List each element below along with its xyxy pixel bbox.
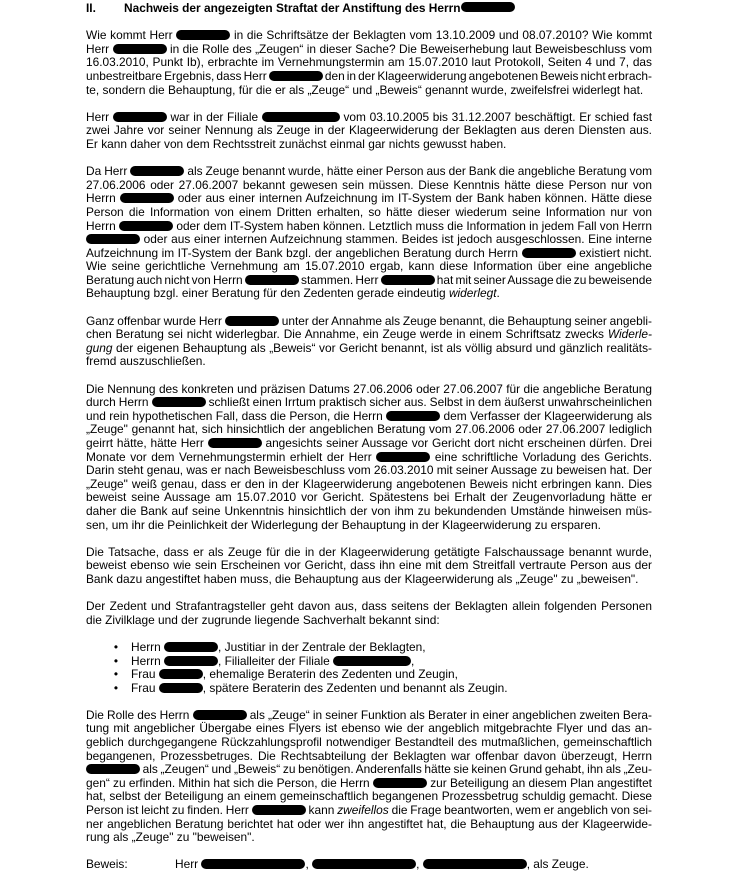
- text-line: [86, 790, 652, 804]
- text-line-content: [86, 274, 652, 288]
- redaction-bar: [164, 656, 218, 666]
- redaction-bar: [423, 859, 527, 869]
- text-line-content: [86, 451, 652, 465]
- redaction-bar: [262, 112, 340, 122]
- text-line-content: [86, 750, 652, 764]
- text-line: [86, 600, 652, 614]
- text-run: ner angeblichen Beratung berichtet hat oder wer ihn angestiftet hat, die Behauptung aus der Klageerwide-: [86, 816, 652, 831]
- text-line: [86, 546, 652, 560]
- italic-text: widerlegt: [448, 286, 497, 301]
- text-line-content: [86, 124, 652, 138]
- text-run: „Zeuge" weiß genau, dass er den in der Klageerwiderung angebotenen Beweis nicht erbringen kann. Dies: [86, 476, 652, 491]
- text-run: .: [496, 286, 500, 301]
- text-run: zwei Jahre vor seiner Nennung als Zeuge in der Klageerwiderung der Beklagten aus deren Diensten aus.: [86, 123, 652, 138]
- text-line: [86, 818, 652, 832]
- text-line: [86, 763, 652, 777]
- text-line: [86, 804, 652, 818]
- text-line-content: [86, 192, 652, 206]
- text-line: [86, 43, 652, 57]
- text-run: in die Rolle des „Zeugen“ in dieser Sache? Die Beweiserhebung laut Beweisbeschluss vom: [170, 41, 653, 56]
- text-line-content: [86, 600, 652, 614]
- text-line-content: [86, 423, 652, 437]
- paragraph: [86, 383, 652, 533]
- redaction-bar: [193, 710, 247, 720]
- text-line: [86, 736, 652, 750]
- text-run: Herr: [86, 41, 110, 56]
- text-line: [86, 519, 652, 533]
- text-run: Frau: [131, 667, 156, 682]
- text-line-content: [86, 396, 652, 410]
- text-run: durch Herrn: [86, 395, 149, 410]
- text-line-content: [86, 505, 652, 519]
- text-run: , Filialleiter der Filiale: [218, 653, 330, 668]
- text-line-content: [86, 709, 652, 723]
- text-run: vom 03.10.2005 bis 31.12.2007 beschäftigt. Er schied fast: [343, 109, 652, 124]
- text-line: [86, 56, 652, 70]
- paragraph: [86, 546, 652, 587]
- text-run: oder aus einer internen Aufzeichnung im IT-System der Bank haben können. Hätte diese: [177, 191, 652, 206]
- text-run: , als Zeuge.: [526, 857, 589, 872]
- list-item: [86, 655, 652, 669]
- redaction-bar: [312, 859, 416, 869]
- paragraphs-after-list: [86, 709, 652, 845]
- text-line: [86, 274, 652, 288]
- persons-list: [86, 641, 652, 695]
- text-run: oder dem IT-System haben können. Letztlich muss die Information in jedem Fall von Herrn: [176, 218, 652, 233]
- redaction-bar: [245, 275, 299, 285]
- paragraph: [86, 600, 652, 627]
- text-line-content: [86, 573, 638, 587]
- text-line: [86, 315, 652, 329]
- text-run: eine schriftliche Vorladung des Gerichts.: [434, 449, 652, 464]
- text-line: [86, 437, 652, 451]
- text-run: angesichts seiner Aussage vor Gericht dort nicht erscheinen dürfen. Drei: [265, 436, 652, 450]
- text-line-content: [86, 491, 652, 505]
- text-run: Die Rolle des Herrn: [86, 707, 190, 722]
- text-line: [86, 111, 652, 125]
- text-line: [86, 423, 652, 437]
- text-line-content: [86, 220, 652, 234]
- text-run: unbestreitbare Ergebnis, dass Herr: [86, 68, 267, 83]
- bullet-icon: •: [113, 667, 118, 682]
- text-line: [86, 559, 652, 573]
- text-line: [86, 831, 652, 845]
- text-line-content: [86, 614, 440, 628]
- text-run: tung mit angeblicher Übergabe eines Flyers ist ebenso wie der angeblich mitgebrachte Flyer und das an-: [86, 721, 652, 736]
- text-line-content: [86, 70, 652, 84]
- redaction-bar: [376, 452, 430, 462]
- text-line: [86, 206, 652, 220]
- text-run: chen Beratung sei nicht widerlegbar. Die Annahme, ein Zeuge werde in einem Schriftsatz zwecks: [86, 327, 604, 342]
- text-run: Herrn: [131, 653, 165, 668]
- text-line-content: [86, 355, 206, 369]
- text-line-content: [86, 138, 506, 152]
- text-line-content: [86, 790, 652, 804]
- redaction-bar: [159, 683, 203, 693]
- text-run: als „Zeugen“ und „Beweis“ zu benötigen. Anderenfalls hätte sie keinen Grund gehabt, ihn als „Zeu-: [142, 762, 652, 777]
- text-run: , ehemalige Beraterin des Zedenten und Zeugin,: [202, 667, 458, 682]
- text-run: in die Schriftsätze der Beklagten vom 13.10.2009 und 08.07.2010? Wie kommt: [233, 28, 652, 43]
- list-item: [86, 641, 652, 655]
- text-run: die Zivilklage und der zugrunde liegende Sachverhalt bekannt sind:: [86, 612, 440, 627]
- redaction-bar: [164, 642, 218, 652]
- text-line: [86, 410, 652, 424]
- redaction-bar: [86, 234, 140, 244]
- text-run: als Zeuge benannt wurde, hätte einer Person aus der Bank die angebliche Beratung vom: [187, 164, 652, 179]
- text-run: die Frage beantworten, wem er angeblich von sei-: [391, 803, 652, 818]
- text-run: Monate vor dem Vernehmungstermin erhielt der Herr: [86, 449, 372, 464]
- list-item-text: [131, 682, 508, 696]
- text-line-content: [86, 328, 652, 342]
- text-run: sen, um ihr die Peinlichkeit der Widerlegung der Behauptung in der Klageerwiderung zu ersparen.: [86, 517, 601, 532]
- text-line-content: [86, 763, 652, 777]
- text-line: [86, 29, 652, 43]
- document-page: [86, 2, 652, 872]
- text-run: begangenen, Prozessbetruges. Die Rechtsabteilung der Beklagten war offenbar davon überzeugt, Herrn: [86, 748, 652, 763]
- text-line: [86, 709, 652, 723]
- text-run: geblich durchgegangene Rückzahlungsprofil notwendiger Bestandteil des mutmaßlichen, gemeinschaftlich: [86, 735, 652, 750]
- section-title: Nachweis der angezeigten Straftat der Anstiftung des Herrn: [124, 1, 461, 15]
- text-run: Ganz offenbar wurde Herr: [86, 313, 222, 328]
- section-number: II.: [86, 1, 96, 15]
- text-line: [86, 573, 652, 587]
- text-line: [86, 138, 652, 152]
- list-item-text: [131, 655, 414, 669]
- redaction-bar: [152, 397, 206, 407]
- text-run: te, sondern die Behauptung, für die er als „Zeuge“ und „Beweis“ genannt wurde, zweifelsfrei widerlegt hat.: [86, 82, 644, 97]
- text-run: kann: [308, 803, 335, 818]
- text-run: Herr: [86, 109, 110, 124]
- section-heading: [86, 2, 652, 16]
- paragraph: [86, 315, 652, 369]
- text-run: und rein hypothetischen Fall, dass die Person, die Herrn: [86, 408, 383, 423]
- text-run: schließt einen Irrtum praktisch sicher aus. Selbst in dem äußerst unwahrscheinlichen: [208, 395, 653, 410]
- text-run: dem Verfasser der Klageerwiderung als: [443, 408, 652, 423]
- text-line: [86, 478, 652, 492]
- redaction-bar: [113, 112, 167, 122]
- redaction-bar: [461, 2, 515, 12]
- text-line-content: [86, 56, 652, 70]
- text-line: [86, 614, 652, 628]
- text-run: war in der Filiale: [170, 109, 259, 124]
- text-line-content: [86, 206, 652, 220]
- text-line: [86, 220, 652, 234]
- text-run: Wie seine gerichtliche Vernehmung am 15.07.2010 ergab, kann diese Information über eine angebliche: [86, 259, 652, 274]
- text-line-content: [86, 464, 652, 478]
- text-line: [86, 355, 652, 369]
- text-line: [86, 505, 652, 519]
- redaction-bar: [333, 656, 411, 666]
- redaction-bar: [381, 275, 435, 285]
- text-line-content: [86, 818, 652, 832]
- text-line-content: [86, 777, 652, 791]
- paragraph: [86, 111, 652, 152]
- redaction-bar: [119, 221, 173, 231]
- text-run: hat, selbst der Beteiligung an einem gemeinschaftlich begangenen Prozessbetrug schuldig gemacht. Diese: [86, 789, 652, 804]
- text-run: zur Beteiligung an diesem Plan angestiftet: [430, 775, 652, 790]
- text-run: daher die Bank auf seine Unkenntnis hinsichtlich der von ihm zu bekundenden Umstände hinweisen müs-: [86, 503, 652, 518]
- text-run: Bank dazu angestiftet haben muss, die Behauptung aus der Klageerwiderung als „Zeuge" zu „beweisen".: [86, 571, 639, 586]
- text-line-content: [86, 437, 652, 451]
- text-line: [86, 233, 652, 247]
- italic-text: gung: [86, 340, 113, 355]
- redaction-bar: [86, 764, 140, 774]
- text-line: [86, 165, 652, 179]
- text-run: ,: [305, 857, 309, 872]
- text-line: [86, 396, 652, 410]
- text-run: beweist seine Aussage am 15.07.2010 vor Gericht. Spätestens bei Erhalt der Zeugenvorladung hätte er: [86, 490, 652, 505]
- paragraph: [86, 709, 652, 845]
- text-line: [86, 70, 652, 84]
- text-run: stammen. Herr: [301, 272, 379, 287]
- text-line-content: [86, 315, 652, 329]
- text-line: [86, 342, 652, 356]
- paragraph: [86, 29, 652, 97]
- text-line: [86, 124, 652, 138]
- text-run: hat mit seiner Aussage die zu beweisende: [436, 272, 652, 287]
- text-line-content: [86, 559, 652, 573]
- text-line: [86, 192, 652, 206]
- proof-line: [86, 858, 652, 872]
- list-item: [86, 668, 652, 682]
- text-run: „Zeuge" genannt hat, sich hinsichtlich der angeblichen Beratung vom 27.06.2006 oder 27.06.2007 lediglich: [86, 422, 652, 437]
- text-run: 27.06.2006 oder 27.06.2007 bekannt gewesen sein müssen. Diese Kenntnis hätte diese Person nur von: [86, 177, 652, 192]
- text-run: Herrn: [131, 639, 161, 654]
- text-line-content: [86, 179, 652, 193]
- bullet-icon: •: [113, 653, 118, 668]
- italic-text: zweifellos: [337, 803, 389, 818]
- text-line-content: [86, 233, 652, 247]
- list-item-text: [131, 641, 426, 655]
- text-run: Darin steht genau, was er nach Beweisbeschluss vom 26.03.2010 mit seiner Aussage zu beweisen hat. Der: [86, 463, 652, 478]
- redaction-bar: [159, 669, 203, 679]
- text-run: der eigenen Behauptung als „Beweis“ vor Gericht benannt, ist als völlig absurd und gänzlich realitäts-: [116, 340, 653, 355]
- text-run: Person ist leicht zu finden. Herr: [86, 803, 249, 818]
- redaction-bar: [113, 44, 167, 54]
- text-run: Herr: [175, 857, 202, 872]
- redaction-bar: [522, 248, 576, 258]
- text-line-content: [86, 736, 652, 750]
- proof-label: Beweis:: [86, 857, 128, 872]
- text-line-content: [86, 831, 255, 845]
- text-line-content: [86, 287, 500, 301]
- redaction-bar: [252, 805, 306, 815]
- text-line: [86, 491, 652, 505]
- italic-text: Widerle-: [607, 327, 652, 342]
- text-line: [86, 451, 652, 465]
- text-run: Die Nennung des konkreten und präzisen Datums 27.06.2006 oder 27.06.2007 für die angebliche Beratung: [86, 381, 652, 396]
- text-line-content: [86, 478, 652, 492]
- text-run: Frau: [131, 680, 156, 695]
- text-run: Person die Information von einem Dritten erhalten, so hätte dieser wiederum seine Information nur von: [86, 204, 652, 219]
- text-line: [86, 328, 652, 342]
- text-run: den in der Klageerwiderung angebotenen Beweis nicht erbrach-: [324, 68, 652, 83]
- text-run: , spätere Beraterin des Zedenten und benannt als Zeugin.: [202, 680, 508, 695]
- text-line-content: [86, 84, 643, 98]
- text-run: Herrn: [86, 191, 116, 206]
- text-run: Da Herr: [86, 164, 128, 179]
- text-run: als „Zeuge“ in seiner Funktion als Berater in einer angeblichen zweiten Bera-: [249, 707, 652, 722]
- text-run: Der Zedent und Strafantragsteller geht davon aus, dass seitens der Beklagten allein folgenden Personen: [86, 599, 652, 614]
- text-line: [86, 383, 652, 397]
- text-run: Die Tatsache, dass er als Zeuge für die in der Klageerwiderung getätigte Falschaussage benannt wurde,: [86, 544, 652, 559]
- paragraph: [86, 165, 652, 301]
- text-line-content: [86, 546, 652, 560]
- text-run: ,: [416, 857, 420, 872]
- text-run: unter der Annahme als Zeuge benannt, die Behauptung seiner angebli-: [281, 313, 652, 328]
- text-line-content: [86, 165, 652, 179]
- redaction-bar: [120, 193, 174, 203]
- text-run: fremd auszuschließen.: [86, 354, 206, 369]
- text-run: gen“ zu erfinden. Mithin hat sich die Person, die Herrn: [86, 775, 370, 790]
- text-run: oder aus einer internen Aufzeichnung stammen. Beides ist jedoch ausgeschlossen. Eine interne: [143, 232, 652, 247]
- list-item-text: [131, 668, 458, 682]
- redaction-bar: [386, 411, 440, 421]
- list-item: [86, 682, 652, 696]
- text-line-content: [86, 111, 652, 125]
- text-line: [86, 287, 652, 301]
- redaction-bar: [225, 316, 279, 326]
- text-line-content: [86, 29, 652, 43]
- text-line-content: [86, 260, 652, 274]
- redaction-bar: [373, 778, 427, 788]
- text-run: ,: [411, 653, 415, 668]
- redaction-bar: [208, 438, 262, 448]
- text-run: existiert nicht.: [579, 245, 652, 260]
- text-line-content: [86, 247, 652, 261]
- text-run: rung als „Zeuge" zu "beweisen".: [86, 830, 255, 845]
- text-line-content: [86, 342, 652, 356]
- text-line: [86, 750, 652, 764]
- text-run: Behauptung bzgl. einer Beratung für den Zedenten gerade eindeutig: [86, 286, 446, 301]
- text-line: [86, 777, 652, 791]
- redaction-bar: [201, 859, 305, 869]
- text-line: [86, 260, 652, 274]
- text-line-content: [86, 410, 652, 424]
- text-run: Beratung auch nicht von Herrn: [86, 272, 243, 287]
- text-line-content: [86, 804, 652, 818]
- text-run: Aufzeichnung im IT-System der Bank bzgl. der angeblichen Beratung durch Herrn: [86, 245, 518, 260]
- text-line: [86, 247, 652, 261]
- paragraphs-before-list: [86, 29, 652, 627]
- text-run: Er kann daher von dem Rechtsstreit zunächst einmal gar nichts gewusst haben.: [86, 136, 507, 151]
- text-run: geirrt hätte, hätte Herr: [86, 436, 204, 450]
- text-line-content: [86, 43, 652, 57]
- bullet-icon: •: [113, 680, 118, 695]
- text-run: beweist ebenso wie sein Erscheinen vor Gericht, dass ihn eine mit dem Streitfall vertraute Person aus der: [86, 558, 652, 573]
- text-line-content: [86, 722, 652, 736]
- bullet-icon: •: [113, 639, 118, 654]
- text-line: [86, 464, 652, 478]
- text-run: Wie kommt Herr: [86, 28, 173, 43]
- proof-text: [175, 858, 589, 872]
- text-run: , Justitiar in der Zentrale der Beklagten,: [218, 639, 426, 654]
- redaction-bar: [269, 71, 323, 81]
- text-run: Herrn: [86, 218, 116, 233]
- text-line-content: [86, 383, 652, 397]
- redaction-bar: [130, 166, 184, 176]
- text-line: [86, 722, 652, 736]
- text-line: [86, 179, 652, 193]
- text-line: [86, 84, 652, 98]
- redaction-bar: [176, 30, 230, 40]
- text-run: 16.03.2010, Punkt Ib), erbrachte im Vernehmungstermin am 15.07.2010 laut Protokoll, Seiten 4 und 7, das: [86, 55, 652, 70]
- text-line-content: [86, 519, 601, 533]
